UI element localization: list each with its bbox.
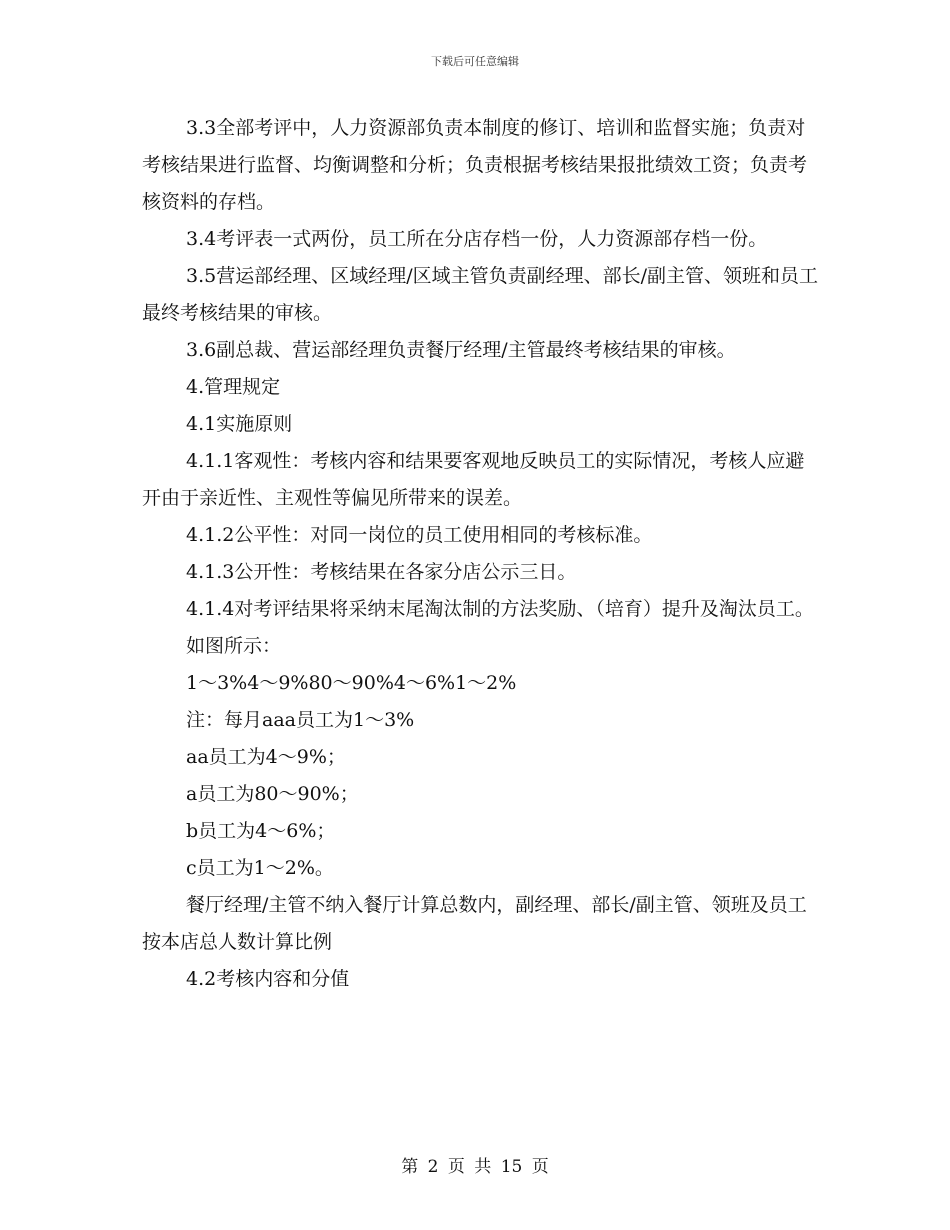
paragraph-3-6: 3.6副总裁、营运部经理负责餐厅经理/主管最终考核结果的审核。 [186,339,736,361]
note-a: a员工为80～90%； [186,783,359,805]
page-header-note: 下载后可任意编辑 [431,55,519,68]
paragraph-3-4: 3.4考评表一式两份，员工所在分店存档一份，人力资源部存档一份。 [186,228,768,250]
document-body [142,110,822,998]
paragraph-4-1-4: 4.1.4对考评结果将采纳末尾淘汰制的方法奖励、（培育）提升及淘汰员工。 [186,598,814,620]
section-heading-4-1: 4.1实施原则 [186,413,293,435]
section-heading-4-2: 4.2考核内容和分值 [186,968,350,990]
paragraph-ratio-rule: 餐厅经理/主管不纳入餐厅计算总数内，副经理、部长/副主管、领班及员工按本店总人数计算比例 [142,894,807,953]
paragraph-4-1-3: 4.1.3公开性：考核结果在各家分店公示三日。 [186,561,577,583]
note-aaa: 注：每月aaa员工为1～3% [186,709,415,731]
note-b: b员工为4～6%； [186,820,336,842]
note-c: c员工为1～2%。 [186,857,334,879]
paragraph-3-5: 3.5营运部经理、区域经理/区域主管负责副经理、部长/副主管、领班和员工最终考核结果的审核。 [142,265,819,324]
paragraph-4-1-2: 4.1.2公平性：对同一岗位的员工使用相同的考核标准。 [186,524,653,546]
paragraph-4-1-1: 4.1.1客观性：考核内容和结果要客观地反映员工的实际情况，考核人应避开由于亲近性、主观性等偏见所带来的误差。 [142,450,805,509]
note-aa: aa员工为4～9%； [186,746,346,768]
paragraph-3-3: 3.3全部考评中，人力资源部负责本制度的修订、培训和监督实施；负责对考核结果进行监督、均衡调整和分析；负责根据考核结果报批绩效工资；负责考核资料的存档。 [142,117,808,213]
figure-reference: 如图所示： [186,635,282,657]
distribution-percentages: 1～3%4～9%80～90%4～6%1～2% [186,672,517,694]
section-heading-4: 4.管理规定 [186,376,281,398]
page-number: 第 2 页 共 15 页 [401,1157,549,1177]
